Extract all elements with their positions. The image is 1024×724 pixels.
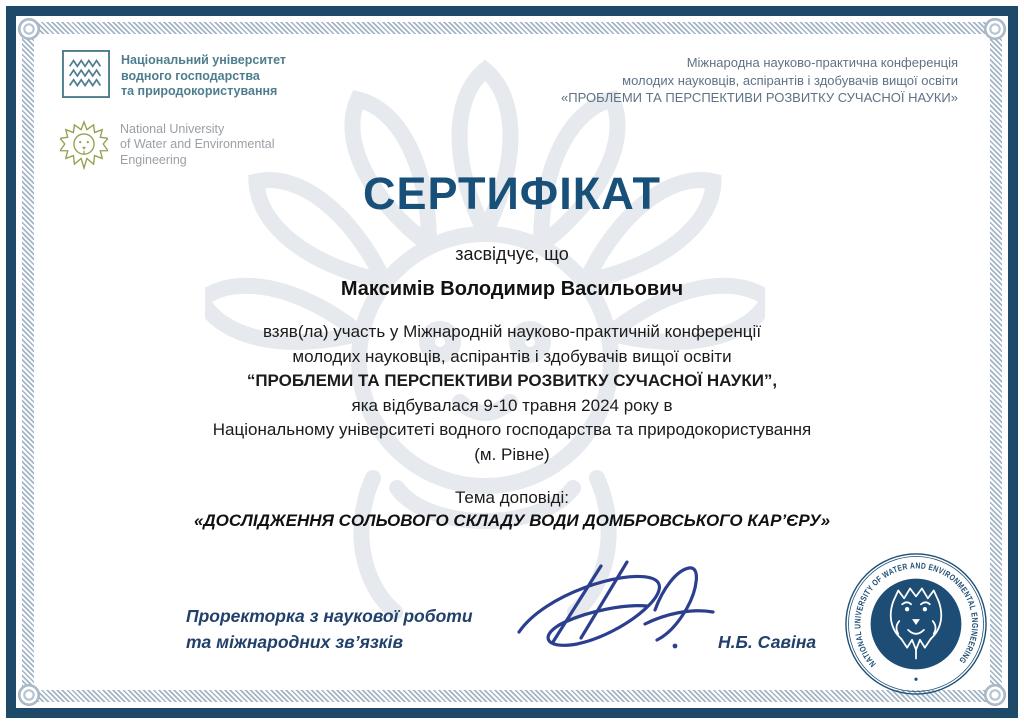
seal-ring-text: NATIONAL UNIVERSITY OF WATER AND ENVIRONMENTAL ENGINEERING [852,560,981,670]
recipient-name: Максимів Володимир Васильович [340,278,684,300]
signatory-role-line: Проректорка з наукової роботи [186,606,473,626]
topic-title: «ДОСЛІДЖЕННЯ СОЛЬОВОГО СКЛАДУ ВОДИ ДОМБРОВСЬКОГО КАР’ЄРУ» [193,511,831,530]
body-line: (м. Рівне) [474,444,550,464]
signature-image [505,550,720,662]
waves-logo-icon [62,50,110,98]
conference-header-line: «ПРОБЛЕМИ ТА ПЕРСПЕКТИВИ РОЗВИТКУ СУЧАСНОЇ НАУКИ» [561,90,958,105]
university-name-uk-line: Національний університет [121,53,287,67]
university-en-block [60,116,274,174]
certificate-body [0,320,1024,467]
body-line: молодих науковців, аспірантів і здобувачів вищої освіти [292,346,732,366]
university-seal [842,550,990,698]
university-name-en-line: Engineering [120,152,187,167]
lion-logo-icon [60,116,108,174]
university-uk-block [62,50,286,100]
body-line: взяв(ла) участь у Міжнародній науково-практичній конференції [262,322,762,341]
signatory-role [186,603,473,655]
certifies-text: засвідчує, що [455,244,569,264]
university-name-uk-line: та природокористування [121,84,278,98]
signatory-role-line: та міжнародних зв’язків [186,632,404,652]
corner-rosette-icon [18,684,40,706]
body-line: яка відбувалася 9-10 травня 2024 року в [351,395,673,415]
signatory-name: Н.Б. Савіна [718,632,817,652]
corner-rosette-icon [984,18,1006,40]
conference-header [561,54,958,107]
university-name-en [120,122,274,169]
body-line: Національному університеті водного господарства та природокористування [212,420,812,439]
conference-title-line: “ПРОБЛЕМИ ТА ПЕРСПЕКТИВИ РОЗВИТКУ СУЧАСНОЇ НАУКИ”, [246,371,778,390]
conference-header-line: Міжнародна науково-практична конференція [686,55,958,70]
university-name-en-line: National University [120,121,225,136]
university-name-uk-line: водного господарства [121,68,260,83]
conference-header-line: молодих науковців, аспірантів і здобувачів вищої освіти [622,72,958,88]
university-name-uk [121,50,286,100]
university-name-en-line: of Water and Environmental [120,137,275,152]
topic-label: Тема доповіді: [454,488,569,507]
decorative-border-top [22,22,1002,34]
certificate-title: СЕРТИФІКАТ [363,168,661,219]
corner-rosette-icon [18,18,40,40]
